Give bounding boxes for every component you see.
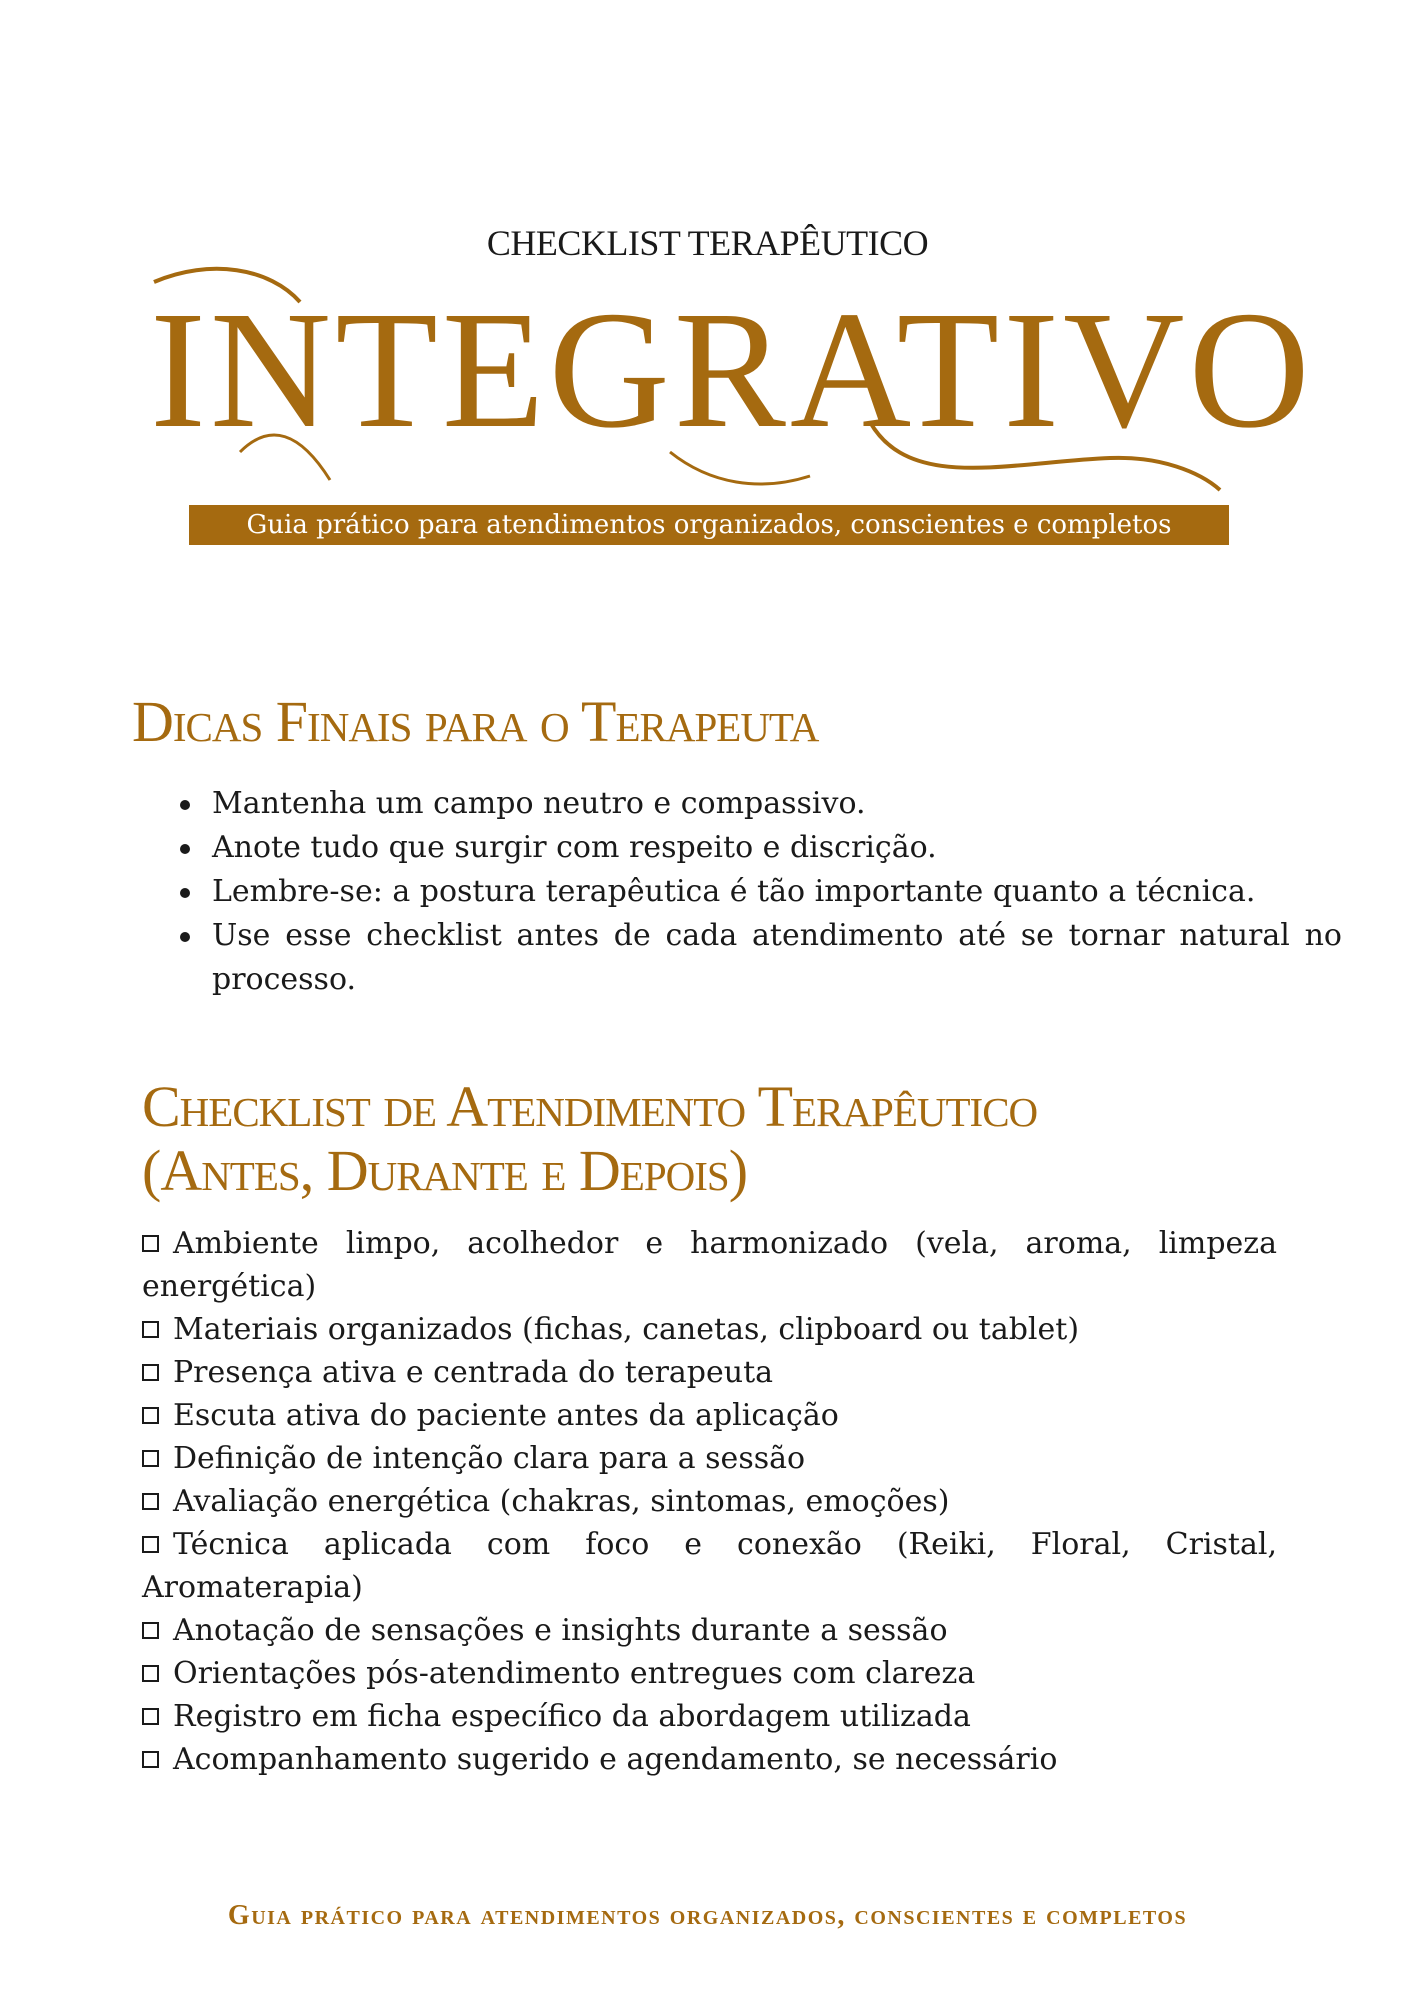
checklist-item: Acompanhamento sugerido e agendamento, se necessário xyxy=(142,1738,1277,1781)
checkbox-icon[interactable] xyxy=(142,1364,159,1381)
tips-list xyxy=(160,782,1342,1002)
bullet-icon xyxy=(180,844,190,854)
checkbox-icon[interactable] xyxy=(142,1321,159,1338)
checklist xyxy=(142,1222,1277,1781)
checklist-item: Avaliação energética (chakras, sintomas, emoções) xyxy=(142,1480,1277,1523)
checkbox-icon[interactable] xyxy=(142,1708,159,1725)
checklist-item: Registro em ficha específico da abordagem utilizada xyxy=(142,1695,1277,1738)
checkbox-icon[interactable] xyxy=(142,1665,159,1682)
checklist-item: Presença ativa e centrada do terapeuta xyxy=(142,1351,1277,1394)
checklist-item: Anotação de sensações e insights durante a sessão xyxy=(142,1609,1277,1652)
checklist-item: Escuta ativa do paciente antes da aplicação xyxy=(142,1394,1277,1437)
checkbox-icon[interactable] xyxy=(142,1536,159,1553)
checklist-heading-line1: Checklist de Atendimento Terapêutico xyxy=(142,1074,1038,1139)
bullet-icon xyxy=(180,932,190,942)
list-item: Anote tudo que surgir com respeito e discrição. xyxy=(212,826,1342,870)
checkbox-icon[interactable] xyxy=(142,1751,159,1768)
header-kicker: CHECKLIST TERAPÊUTICO xyxy=(486,223,929,263)
checklist-item: Técnica aplicada com foco e conexão (Reiki, Floral, Cristal, Aromaterapia) xyxy=(142,1527,1277,1605)
checkbox-icon[interactable] xyxy=(142,1622,159,1639)
checklist-item: Orientações pós-atendimento entregues com clareza xyxy=(142,1652,1277,1695)
checkbox-icon[interactable] xyxy=(142,1235,159,1252)
checkbox-icon[interactable] xyxy=(142,1493,159,1510)
title: INTEGRATIVO xyxy=(150,277,1314,463)
footer-text: Guia prático para atendimentos organizados, conscientes e completos xyxy=(227,1900,1188,1931)
list-item: Mantenha um campo neutro e compassivo. xyxy=(212,782,1342,826)
subtitle-band: Guia prático para atendimentos organizados, conscientes e completos xyxy=(189,505,1229,545)
list-item: Lembre-se: a postura terapêutica é tão importante quanto a técnica. xyxy=(212,870,1342,914)
checkbox-icon[interactable] xyxy=(142,1450,159,1467)
checklist-item: Ambiente limpo, acolhedor e harmonizado (vela, aroma, limpeza energética) xyxy=(142,1226,1277,1304)
title-block xyxy=(150,262,1314,497)
bullet-icon xyxy=(180,888,190,898)
list-item: Use esse checklist antes de cada atendimento até se tornar natural no processo. xyxy=(212,914,1342,1002)
checklist-item: Definição de intenção clara para a sessão xyxy=(142,1437,1277,1480)
tips-heading: Dicas Finais para o Terapeuta xyxy=(132,689,819,754)
checkbox-icon[interactable] xyxy=(142,1407,159,1424)
checklist-item: Materiais organizados (fichas, canetas, clipboard ou tablet) xyxy=(142,1308,1277,1351)
checklist-heading xyxy=(142,1075,1037,1203)
checklist-heading-line2: (Antes, Durante e Depois) xyxy=(142,1138,748,1203)
bullet-icon xyxy=(180,800,190,810)
